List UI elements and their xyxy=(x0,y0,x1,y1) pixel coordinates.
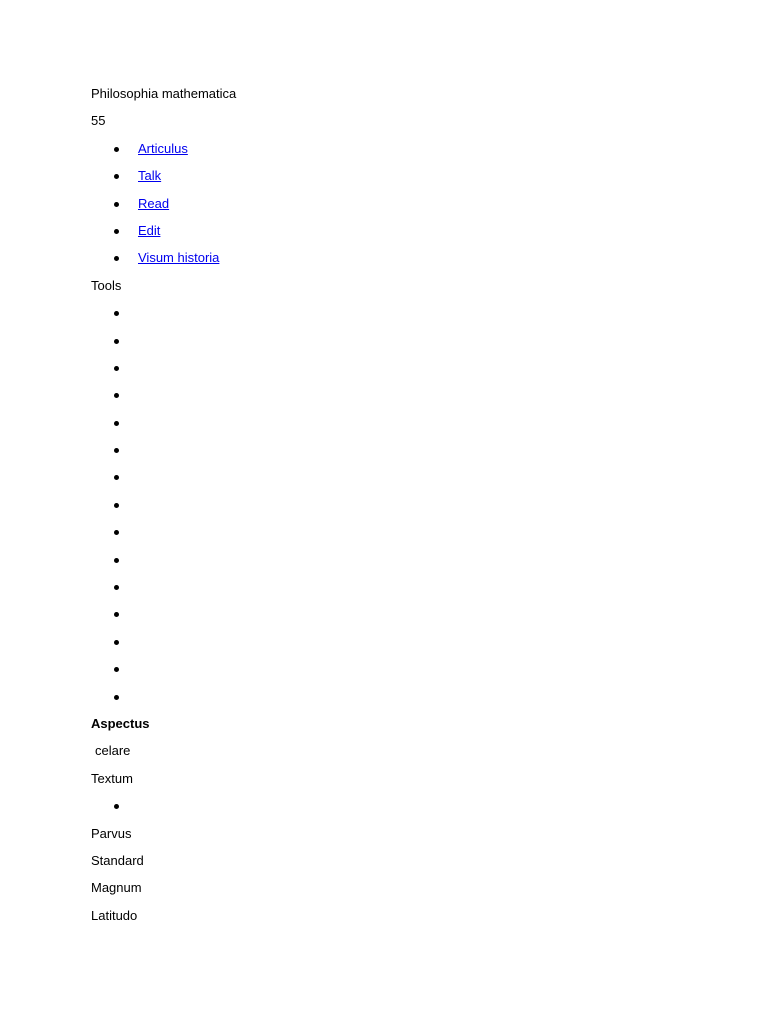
hide-appearance-button[interactable]: celare xyxy=(95,743,131,759)
tools-list-item[interactable] xyxy=(91,469,691,496)
bullet-icon xyxy=(114,475,119,480)
bullet-icon xyxy=(114,448,119,453)
view-item-talk xyxy=(91,168,691,195)
width-heading: Latitudo xyxy=(91,907,138,923)
bullet-icon xyxy=(114,585,119,590)
tools-list-item[interactable] xyxy=(91,415,691,442)
tools-list-item[interactable] xyxy=(91,387,691,414)
views-menu xyxy=(91,141,691,278)
view-item-history xyxy=(91,250,691,277)
bullet-icon xyxy=(114,229,119,234)
tools-list-item[interactable] xyxy=(91,552,691,579)
tools-list-item[interactable] xyxy=(91,360,691,387)
tools-list-item[interactable] xyxy=(91,497,691,524)
bullet-icon xyxy=(114,503,119,508)
bullet-icon xyxy=(114,667,119,672)
bullet-icon xyxy=(114,311,119,316)
bullet-icon xyxy=(114,256,119,261)
bullet-icon xyxy=(114,640,119,645)
bullet-icon xyxy=(114,612,119,617)
tools-list-item[interactable] xyxy=(91,606,691,633)
view-item-articulus xyxy=(91,141,691,168)
page-title: Philosophia mathematica xyxy=(91,86,237,101)
bullet-icon xyxy=(114,202,119,207)
text-size-option-standard[interactable]: Standard xyxy=(91,852,144,868)
page-content xyxy=(91,86,691,935)
appearance-heading: Aspectus xyxy=(91,715,150,731)
bullet-icon xyxy=(114,174,119,179)
tools-list-item[interactable] xyxy=(91,333,691,360)
tools-list xyxy=(91,305,691,716)
view-item-edit xyxy=(91,223,691,250)
text-size-empty-item xyxy=(91,798,691,825)
edit-link[interactable]: Edit xyxy=(138,222,161,238)
text-size-option-large[interactable]: Magnum xyxy=(91,880,142,896)
bullet-icon xyxy=(114,558,119,563)
tools-list-item[interactable] xyxy=(91,689,691,716)
tools-list-item[interactable] xyxy=(91,661,691,688)
bullet-icon xyxy=(114,695,119,700)
view-item-read xyxy=(91,196,691,223)
bullet-icon xyxy=(114,366,119,371)
talk-link[interactable]: Talk xyxy=(138,168,162,184)
bullet-icon xyxy=(114,147,119,152)
tools-list-item[interactable] xyxy=(91,305,691,332)
bullet-icon xyxy=(114,530,119,535)
read-link[interactable]: Read xyxy=(138,195,170,211)
tools-heading[interactable]: Tools xyxy=(91,277,122,293)
tools-list-item[interactable] xyxy=(91,634,691,661)
text-size-option-small[interactable]: Parvus xyxy=(91,825,132,841)
language-count[interactable]: 55 xyxy=(91,113,106,129)
tools-list-item[interactable] xyxy=(91,442,691,469)
tools-list-item[interactable] xyxy=(91,579,691,606)
bullet-icon xyxy=(114,421,119,426)
bullet-icon xyxy=(114,339,119,344)
text-size-heading: Textum xyxy=(91,770,133,786)
tools-list-item[interactable] xyxy=(91,524,691,551)
view-history-link[interactable]: Visum historia xyxy=(138,250,220,266)
bullet-icon xyxy=(114,804,119,809)
text-size-list xyxy=(91,798,691,825)
articulus-link[interactable]: Articulus xyxy=(138,140,188,156)
bullet-icon xyxy=(114,393,119,398)
